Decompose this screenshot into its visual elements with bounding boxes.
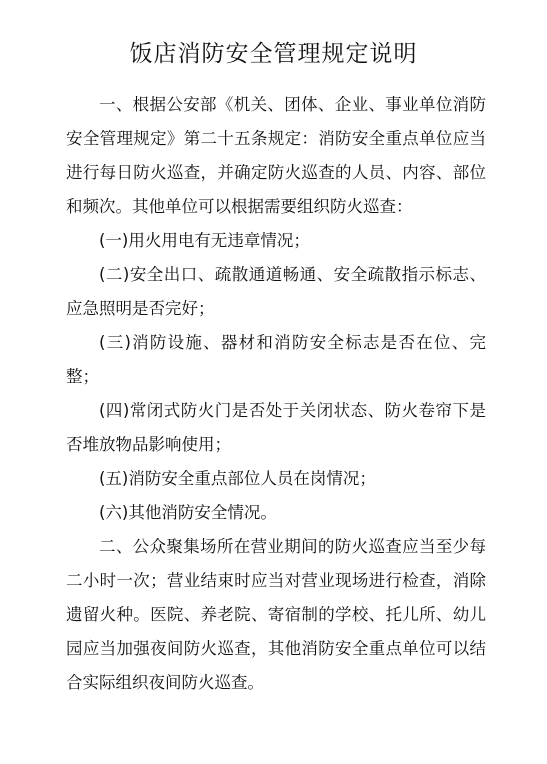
list-item-6: (六)其他消防安全情况。	[99, 503, 277, 522]
document-body	[66, 88, 486, 700]
paragraph-section-one: 一、根据公安部《机关、团体、企业、事业单位消防安全管理规定》第二十五条规定：消防安全重点单位应当进行每日防火巡查，并确定防火巡查的人员、内容、部位和频次。其他单位可以根据需要组织防火巡查：	[66, 95, 486, 216]
list-item-3: (三)消防设施、器材和消防安全标志是否在位、完整；	[66, 333, 486, 386]
document-title: 饭店消防安全管理规定说明	[129, 41, 418, 67]
list-item-2: (二)安全出口、疏散通道畅通、安全疏散指示标志、应急照明是否完好；	[66, 265, 486, 318]
list-item-4: (四)常闭式防火门是否处于关闭状态、防火卷帘下是否堆放物品影响使用；	[66, 401, 486, 454]
list-item-5: (五)消防安全重点部位人员在岗情况；	[99, 469, 376, 488]
paragraph-section-two: 二、公众聚集场所在营业期间的防火巡查应当至少每二小时一次；营业结束时应当对营业现场进行检查，消除遗留火种。医院、养老院、寄宿制的学校、托儿所、幼儿园应当加强夜间防火巡查，其他消防安全重点单位可以结合实际组织夜间防火巡查。	[66, 537, 486, 692]
list-item-1: (一)用火用电有无违章情况；	[99, 231, 310, 250]
